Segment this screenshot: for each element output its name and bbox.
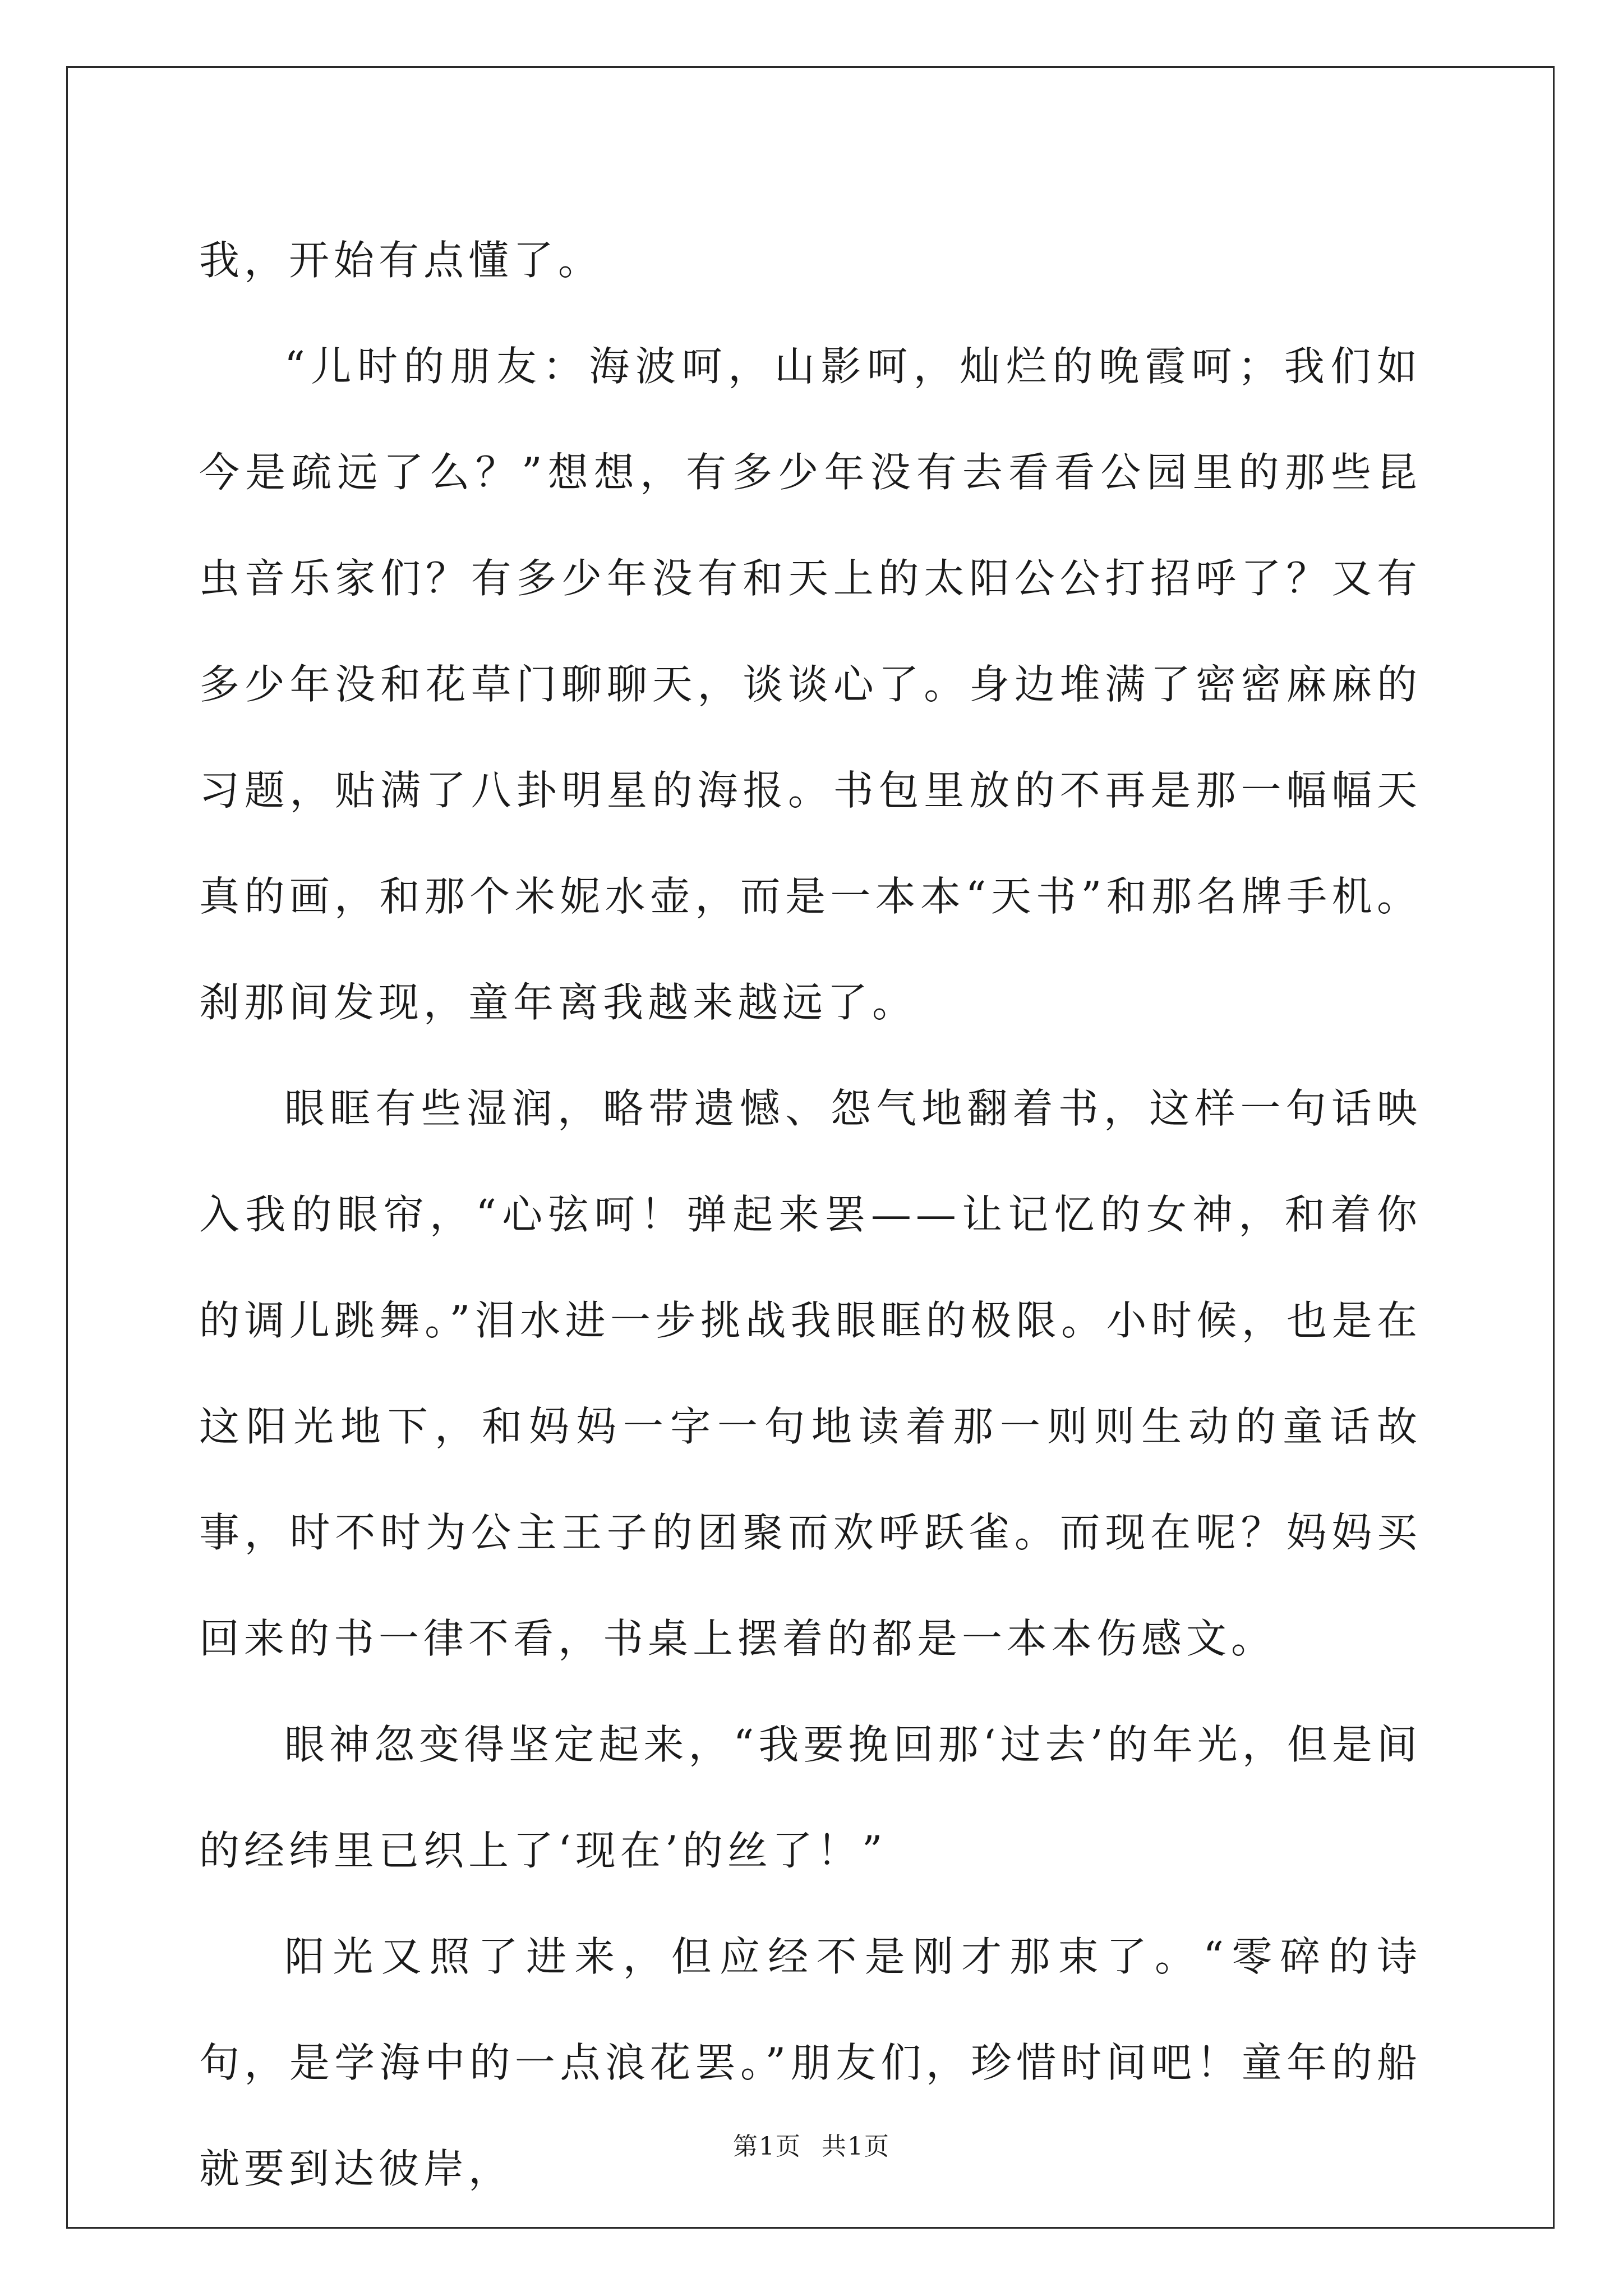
page-number-current: 第1页 [733, 2132, 801, 2161]
paragraph-5: 阳光又照了进来，但应经不是刚才那束了。“零碎的诗句，是学海中的一点浪花罢。”朋友们，珍惜时间吧！童年的船就要到达彼岸， [199, 1933, 1422, 2192]
page-number-total: 共1页 [822, 2132, 890, 2161]
document-body [199, 208, 1422, 2222]
page-footer [0, 2126, 1623, 2162]
paragraph-1: 我，开始有点懂了。 [199, 237, 603, 284]
paragraph-4: 眼神忽变得坚定起来，“我要挽回那‘过去’的年光，但是间的经纬里已织上了‘现在’的丝了！” [199, 1721, 1422, 1874]
paragraph-2: “儿时的朋友：海波呵，山影呵，灿烂的晚霞呵；我们如今是疏远了么？”想想，有多少年没有去看看公园里的那些昆虫音乐家们？有多少年没有和天上的太阳公公打招呼了？又有多少年没和花草门聊聊天，谈谈心了。身边堆满了密密麻麻的习题，贴满了八卦明星的海报。书包里放的不再是那一幅幅天真的画，和那个米妮水壶，而是一本本“天书”和那名牌手机。刹那间发现，童年离我越来越远了。 [199, 343, 1422, 1026]
paragraph-3: 眼眶有些湿润，略带遗憾、怨气地翻着书，这样一句话映入我的眼帘，“心弦呵！弹起来罢——让记忆的女神，和着你的调儿跳舞。”泪水进一步挑战我眼眶的极限。小时候，也是在这阳光地下，和妈妈一字一句地读着那一则则生动的童话故事，时不时为公主王子的团聚而欢呼跃雀。而现在呢？妈妈买回来的书一律不看，书桌上摆着的都是一本本伤感文。 [199, 1085, 1422, 1662]
